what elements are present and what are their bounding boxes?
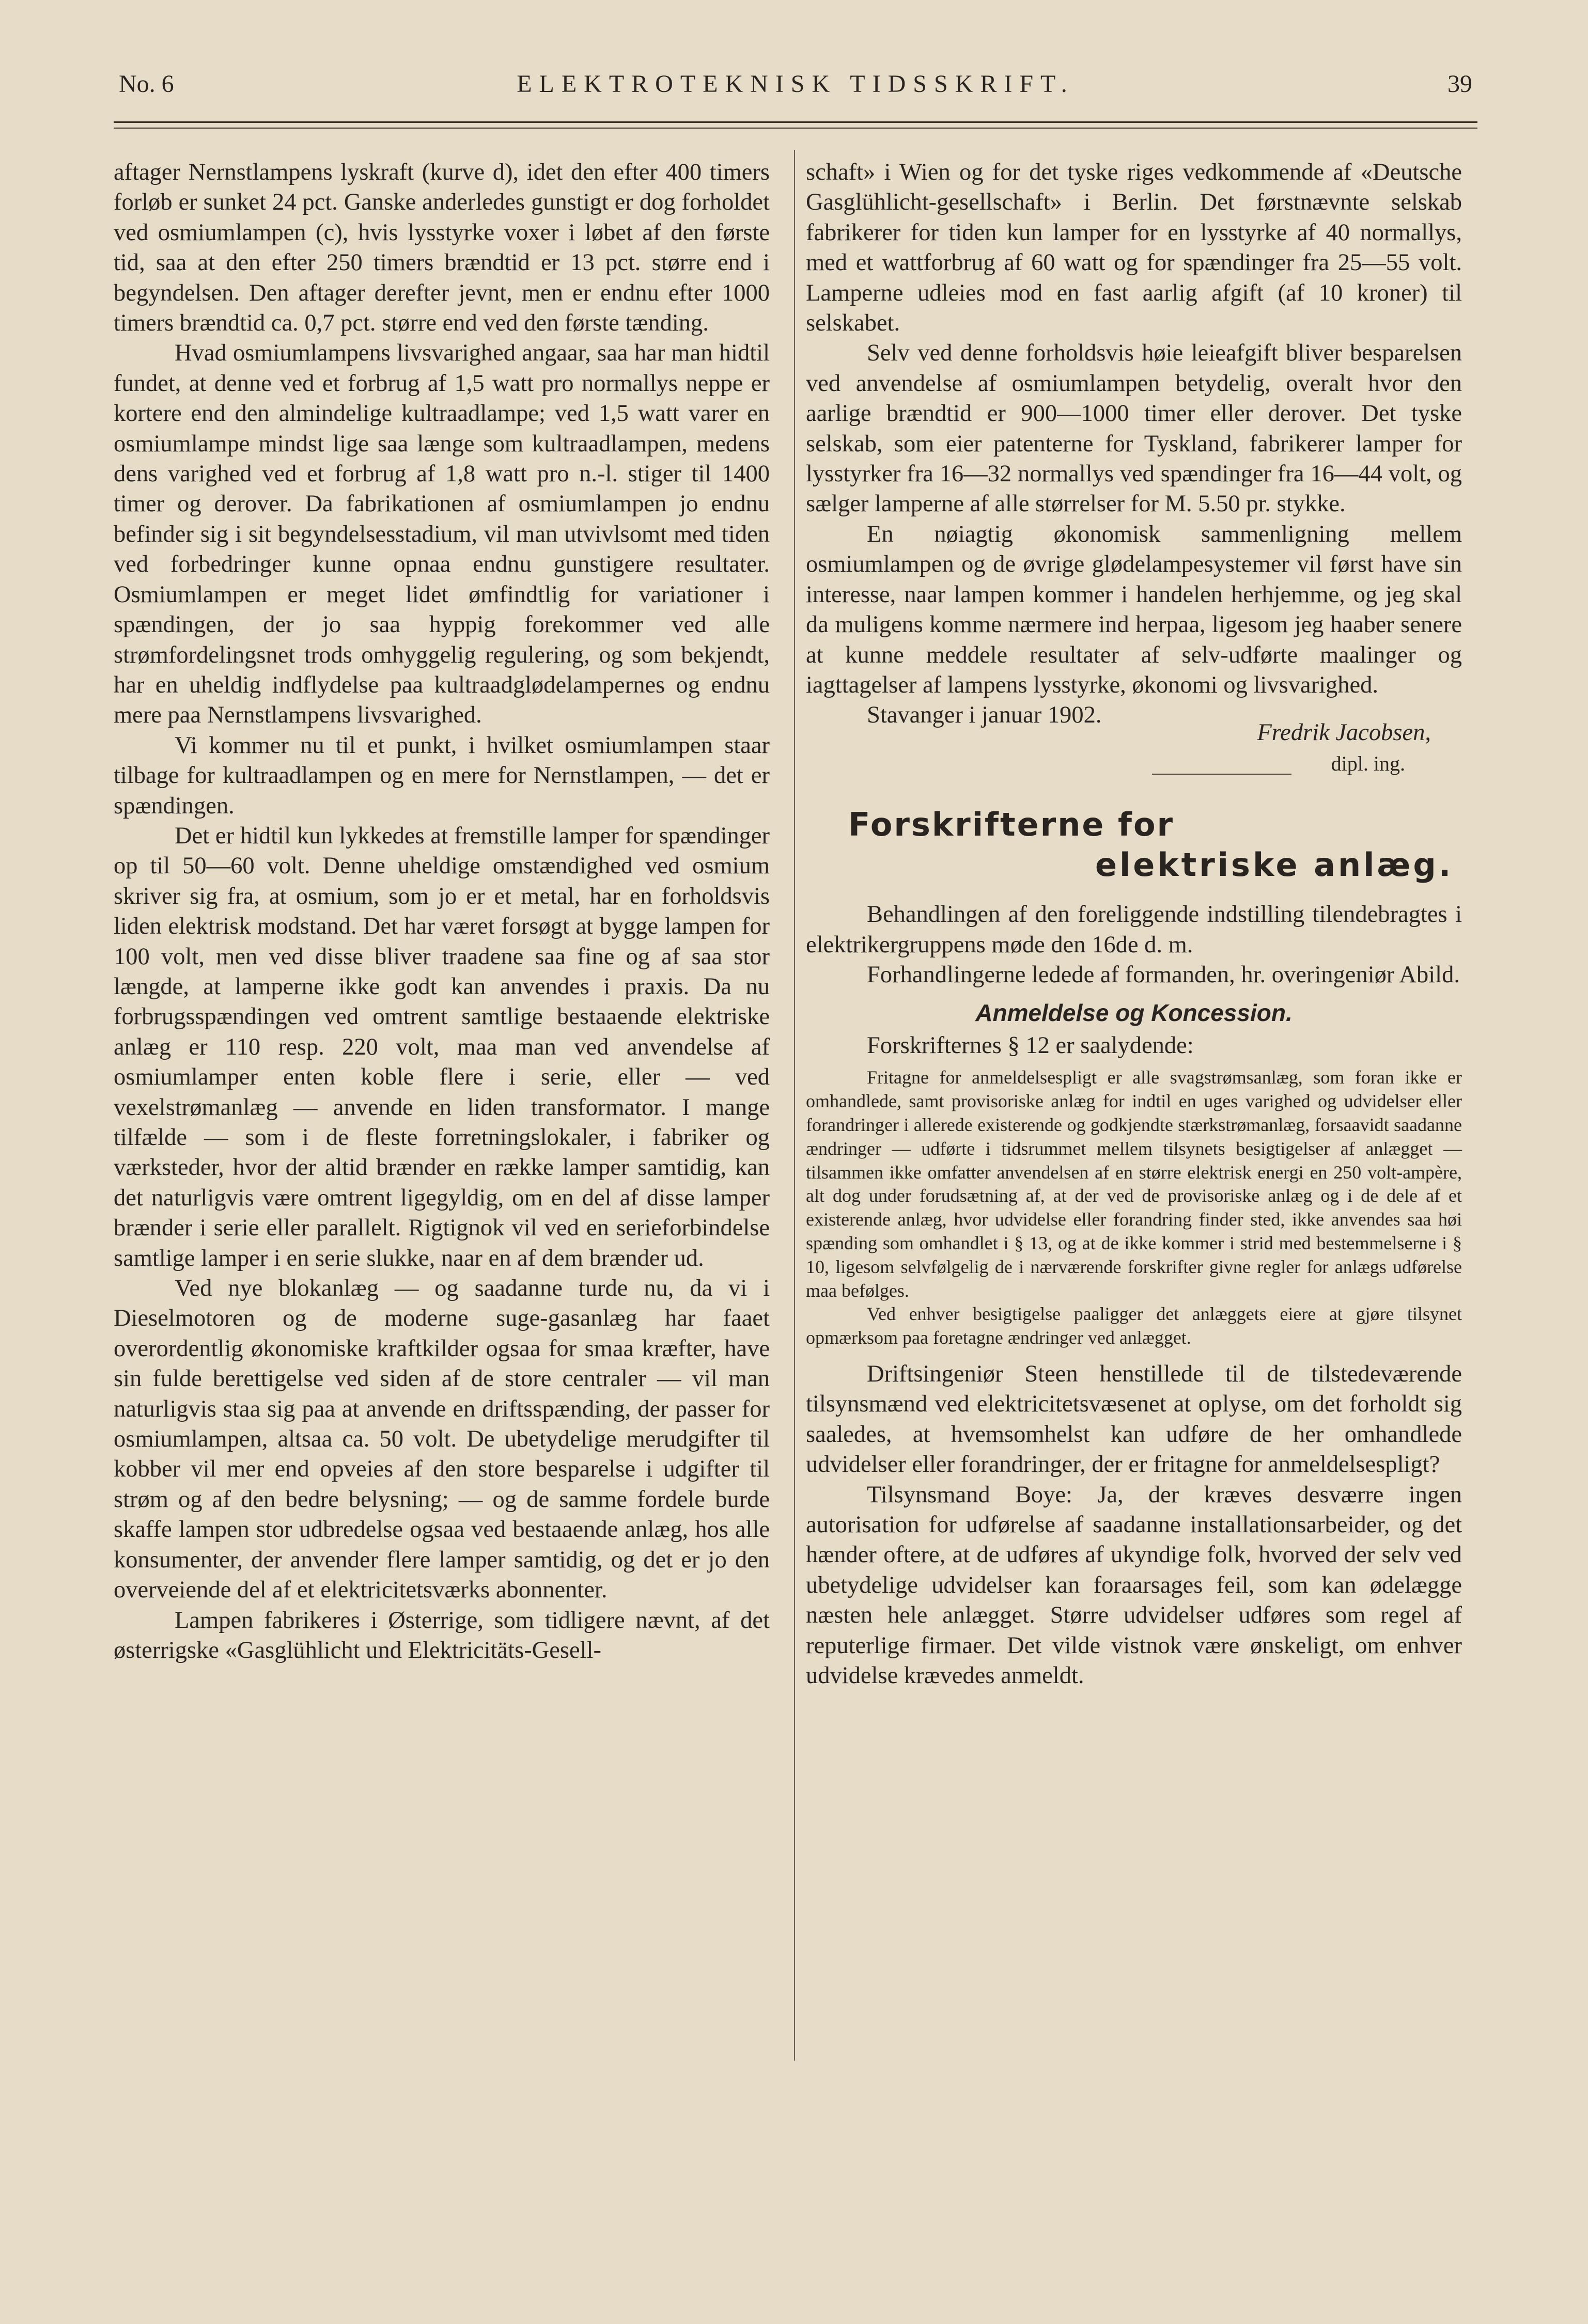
paragraph: Driftsingeniør Steen henstillede til de tilstedeværende tilsynsmænd ved elektricitetsvæsenet at oplyse, om det forholdt sig saaledes, at hvemsomhelst kan udføre de her omhandlede udvidelser eller forandringer, der er fritagne for anmeldelsespligt? bbox=[806, 1360, 1462, 1478]
article-title-line1: Forskrifterne for bbox=[848, 806, 1175, 844]
journal-title: ELEKTROTEKNISK TIDSSKRIFT. bbox=[517, 70, 1075, 98]
issue-number: No. 6 bbox=[119, 70, 174, 98]
column-divider bbox=[794, 150, 795, 2061]
section-subheading: Anmeldelse og Koncession. bbox=[975, 999, 1293, 1026]
paragraph: Selv ved denne forholdsvis høie leieafgift bliver besparelsen ved anvendelse af osmiumlampen betydelig, overalt hvor den aarlige brændtid er 900—1000 timer eller derover. Det tyske selskab, som eier patenterne for Tyskland, fabrikerer lamper for lysstyrker fra 16—32 normallys ved spændinger fra 16—44 volt, og sælger lamperne af alle størrelser for M. 5.50 pr. stykke. bbox=[806, 340, 1462, 517]
section-divider bbox=[1152, 774, 1291, 775]
paragraph: Det er hidtil kun lykkedes at fremstille lamper for spændinger op til 50—60 volt. Denne uheldige omstændighed ved osmium skriver sig fra, at osmium, som jo er et metal, har en forholdsvis liden elektrisk modstand. Det har været forsøgt at bygge lampen for 100 volt, men ved disse bliver traadene saa fine og af saa stor længde, at lamperne ikke godt kan anvendes i praxis. Da nu forbrugsspændingen ved omtrent samtlige bestaaende elektriske anlæg er 110 resp. 220 volt, maa man ved anvendelse af osmiumlamper enten koble flere i serie, eller — ved vexelstrømanlæg — anvende en liden transformator. I mange tilfælde — som i de fleste forretningslokaler, i fabriker og værksteder, hvor der altid brænder en række lamper samtidig, kan det naturligvis være omtrent ligegyldig, om en del af disse lamper brænder i serie eller parallelt. Rigtignok vil ved en serieforbindelse samtlige lamper i en serie slukke, naar en af dem brænder ud. bbox=[114, 822, 770, 1271]
author-signature bbox=[806, 700, 1462, 788]
quote-paragraph: Fritagne for anmeldelsespligt er alle svagstrømsanlæg, som foran ikke er omhandlede, samt provisoriske anlæg for indtil en uges varighed og udvidelser eller forandringer i allerede existerende og godkjendte stærkstrømanlæg, forsaavidt saadanne ændringer — udførte i tidsrummet mellem tilsynets besigtigelser af anlægget — tilsammen ikke omfatter anvendelsen af en større elektrisk energi en 250 volt-ampère, alt dog under forudsætning af, at der ved de provisoriske anlæg og i de dele af et existerende anlæg, hvor udvidelse eller forandring finder sted, ikke anvendes saa høi spænding som omhandlet i § 13, og at de ikke kommer i strid med bestemmelserne i § 10, ligesom selvfølgelig de i nærværende forskrifter givne regler for anlægs udførelse maa befølges. bbox=[806, 1067, 1462, 1301]
paragraph: aftager Nernstlampens lyskraft (kurve d), idet den efter 400 timers forløb er sunket 24 pct. Ganske anderledes gunstigt er dog forholdet ved osmiumlampen (c), hvis lysstyrke voxer i løbet af den første tid, saa at den efter 250 timers brændtid er 13 pct. større end i begyndelsen. Den aftager derefter jevnt, men er endnu efter 1000 timers brændtid ca. 0,7 pct. større end ved den første tænding. bbox=[114, 159, 770, 337]
quoted-regulation bbox=[806, 1066, 1462, 1350]
paragraph: Lampen fabrikeres i Østerrige, som tidligere nævnt, af det østerrigske «Gasglühlicht und Elektricitäts-Gesell- bbox=[114, 1607, 770, 1663]
paragraph: Vi kommer nu til et punkt, i hvilket osmiumlampen staar tilbage for kultraadlampen og en mere for Nernstlampen, — det er spændingen. bbox=[114, 732, 770, 819]
author-title: dipl. ing. bbox=[1331, 752, 1405, 776]
paragraph: Forskrifternes § 12 er saalydende: bbox=[867, 1032, 1194, 1059]
paragraph: Tilsynsmand Boye: Ja, der kræves desværre ingen autorisation for udførelse af saadanne installationsarbeider, og det hænder oftere, at de udføres af ukyndige folk, hvorved der selv ved ubetydelige udvidelser kan foraarsages feil, som kan ødelægge næsten hele anlægget. Større udvidelser udføres som regel af reputerlige firmaer. Det vilde vistnok være ønskeligt, om enhver udvidelse krævedes anmeldt. bbox=[806, 1481, 1462, 1689]
paragraph: Ved nye blokanlæg — og saadanne turde nu, da vi i Dieselmotoren og de moderne suge-gasanlæg har faaet overordentlig økonomiske kraftkilder ogsaa for smaa kræfter, have sin fulde berettigelse ved siden af de store centraler — vil man naturligvis staa sig paa at anvende en driftsspænding, der passer for osmiumlampen, altsaa ca. 50 volt. De ubetydelige merudgifter til kobber vil mer end opveies af den store besparelse i udgifter til strøm og af den bedre belysning; — og de samme fordele burde skaffe lampen stor udbredelse ogsaa ved bestaaende anlæg, hos alle konsumenter, der anvender flere lamper samtidig, og det er jo den overveiende del af et elektricitetsværks abonnenter. bbox=[114, 1275, 770, 1604]
paragraph: Behandlingen af den foreliggende indstilling tilendebragtes i elektrikergruppens møde den 16de d. m. bbox=[806, 901, 1462, 958]
left-column bbox=[114, 158, 770, 1666]
header-rule-thin bbox=[114, 128, 1477, 129]
article-title bbox=[806, 806, 1462, 887]
paragraph: schaft» i Wien og for det tyske riges vedkommende af «Deutsche Gasglühlicht-gesellschaft» i Berlin. Det førstnævnte selskab fabrikerer for tiden kun lamper for en lysstyrke af 40 normallys, med et wattforbrug af 60 watt og for spændinger fra 25—55 volt. Lamperne udleies mod en fast aarlig afgift (af 10 kroner) til selskabet. bbox=[806, 159, 1462, 337]
signature-place-date: Stavanger i januar 1902. bbox=[867, 702, 1102, 729]
page-number: 39 bbox=[1447, 70, 1472, 98]
paragraph: Hvad osmiumlampens livsvarighed angaar, saa har man hidtil fundet, at denne ved et forbrug af 1,5 watt pro normallys neppe er kortere end den almindelige kultraadlampe; ved 1,5 watt varer en osmiumlampe mindst lige saa længe som kultraadlampen, medens dens varighed ved et forbrug af 1,8 watt pro n.-l. stiger til 1400 timer og derover. Da fabrikationen af osmiumlampen jo endnu befinder sig i sit begyndelsesstadium, vil man utvivlsomt med tiden ved forbedringer kunne opnaa endnu gunstigere resultater. Osmiumlampen er meget lidet ømfindtlig for variationer i spændingen, der jo saa hyppig forekommer ved alle strømfordelingsnet trods omhyggelig regulering, og som bekjendt, har en uheldig indflydelse paa kultraadglødelampernes og endnu mere paa Nernstlampens livsvarighed. bbox=[114, 340, 770, 729]
page-header bbox=[114, 70, 1477, 111]
article-title-line2: elektriske anlæg. bbox=[1095, 846, 1454, 884]
header-rule-thick bbox=[114, 121, 1477, 123]
quote-paragraph: Ved enhver besigtigelse paaligger det anlæggets eiere at gjøre tilsynet opmærksom paa foretagne ændringer ved anlægget. bbox=[806, 1304, 1462, 1348]
author-name: Fredrik Jacobsen, bbox=[1257, 719, 1431, 746]
paragraph: Forhandlingerne ledede af formanden, hr. overingeniør Abild. bbox=[867, 962, 1460, 988]
right-column bbox=[806, 158, 1462, 1691]
paragraph: En nøiagtig økonomisk sammenligning mellem osmiumlampen og de øvrige glødelampesystemer vil først have sin interesse, naar lampen kommer i handelen herhjemme, og jeg skal da muligens komme nærmere ind herpaa, ligesom jeg haaber senere at kunne meddele resultater af selv-udførte maalinger og iagttagelser af lampens lysstyrke, økonomi og livsvarighed. bbox=[806, 521, 1462, 698]
